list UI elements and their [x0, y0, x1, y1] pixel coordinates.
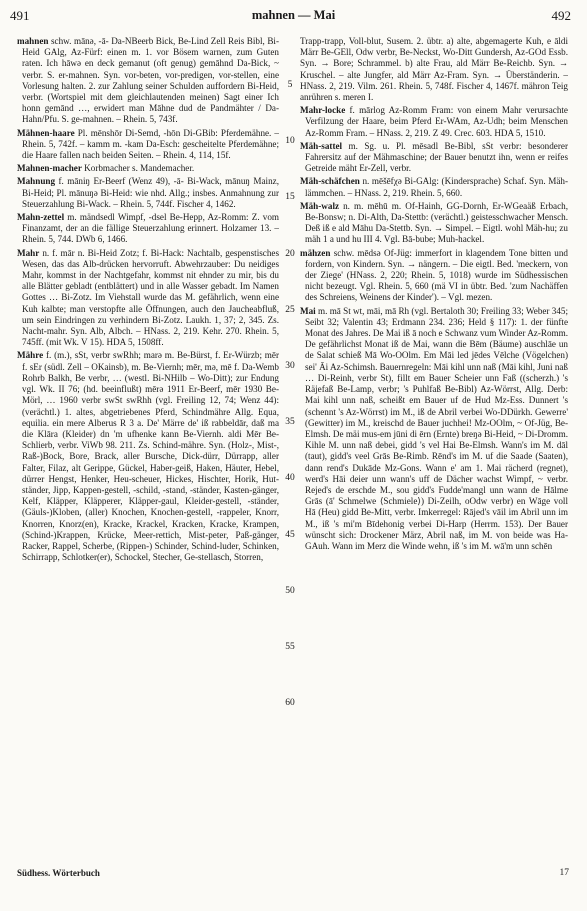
dictionary-entry — [300, 141, 568, 175]
left-column — [17, 36, 279, 866]
dictionary-entry — [300, 201, 568, 246]
entry-text: schw. mānǝ, -ā- Da-NBeerb Bick, Be-Lind Zell Reis Bibl, Bi-Heid GAlg, Az-Fürf: einen m. 1. vor Bösem warnen, zum Guten raten. Ich hāwǝ en deck gemanut (oft genug) gemāhnd Da-Bick, ~ verbr. S. er-mahnen. Syn. vor-beten, vor-predigen, vor-stellen, eine Vorlesung halten. 2. zur Zahlung seiner Schulden auffordern Bi-Heid, verbr. (Wortspiel mit dem gleichlautenden meinen) Sagt einer Ich honn gemānd …, erwidert man Māhne dud de Pandmähter / Da-Hahn/Pfu. S. ge-mahnen. – Rhein. 5, 743f. — [22, 36, 279, 125]
dictionary-entry — [17, 163, 279, 174]
entry-text: Korbmacher s. Mandemacher. — [81, 163, 195, 174]
line-number: 20 — [285, 248, 295, 259]
page-number-right: 492 — [551, 8, 571, 23]
entry-headword: Mähre — [17, 350, 44, 361]
page-number-left: 491 — [10, 8, 30, 23]
dictionary-entry — [17, 128, 279, 162]
entry-text: f. māniŋ Er-Beerf (Wenz 49), -ā- Bi-Wack, mānuŋ Mainz, Bi-Heid; Pl. mānuŋǝ Bi-Heid: wie nhd. Allg.; insbes. Anmahnung zur Steuerzahlung Bi-Wack. – Rhein. 5, 744f. Fischer 4, 1462. — [22, 176, 279, 209]
entry-text: m. mändsedl Wimpf, -dsel Be-Hepp, Az-Romm: Z. vom Finanzamt, der an die fällige Steuerzahlung erinnert. Holzamer 13. – Rhein. 5, 744. DWb 6, 1466. — [22, 212, 279, 245]
entry-headword: Mai — [300, 305, 316, 316]
footer-title: Südhess. Wörterbuch — [17, 868, 100, 878]
dictionary-entry — [300, 36, 568, 103]
dictionary-entry — [17, 248, 279, 349]
entry-text: Pl. mēnshōr Di-Semd, -hōn Di-GBib: Pferdemähne. – Rhein. 5, 742f. – kamm m. -kam Da-Esch: gescheitelte Pferdemähne; die Haare fallen nach beiden Seiten. – Rhein. 4, 114, 15f. — [22, 127, 279, 161]
line-number: 60 — [285, 698, 295, 709]
entry-text: m. mā St wt, māi, mā Rh (vgl. Bertaloth 30; Freiling 33; Weber 345; Seibt 32; Valentin 43; Erdmann 234. 236; Held § 117): 1. der fünfte Monat des Jahres. De Mai iß ā noch e Schwanz vum Winder Az-Romm. De gefährlichst Monat iß de Mai, wann die Bēm (Bäume) auschlāe un de Salat schieß Mā Wo-OOlm. Em Māi led jēdes Vēlche (Vögelchen) sei' Āi Az-Schimsh. Bauernregeln: Māi kihl unn naß (Māi kihl, Juni naß … Di-Reinh, verbr St), fillt em Bauer Scheier unn Faß ((scherzh.) 's Räjefaß Be-Lamp, verbr; 's Puhlfaß Be-Bibl) Az-Wörrst, Allg. Derb: Mai kihl unn naß, scheißt em Bauer uf de Hud Mz-Ess. Dunnert 's (schennt 's Az-Wörrst) im M., iß de Abril verbei Wo-DDürkh. Gewerre' (Gewitter) im M., kreischd de Bauer juchhei! Mz-OOlm, ~ Of-Jüg, Be-Elmsh. De mäi mus-em jūni di ērn (Ernte) breŋǝ Bi-Heid, ~ Di-Dromm. Kihle M. unn naß debei, gidd 's vel Hai Be-Elmsh. Wann's im M. dāl (taut), gidd's veel Grās Be-Rimb. Rēnd's im M. uf die Saade (Saaten), dann rend's Dukāde Mz-Gons. Wann e' am 1. Mai rächerd (regnet), werd's Hāi deier unn wann's uff de Dächer wachst Wimpf, ~ verbr. Rejed's de erschde M., sou gidd's Fudde'mangl unn wann de Hālme Grās (ā' Schmelwe ⟨Schmiele⟩) Di-Zeilh, oOdw verbr) en Wāge voll Hā (Heu) gidd Be-Mitt, verbr. Imkerregel: Rājed's vāil im Abril unn im M., iß 's mi'm Bīdehonig verbei Di-Harp (Herrm. 153). Der Bauer wünscht sich: Drockener März, Abril naß, im M. von beide was Ha-GAuh. Wann im Merz die Winde wehn, iß 's im M. wā'm unn schēn — [305, 305, 568, 551]
entry-text: f. (m.), sSt, verbr swRhh; marǝ m. Be-Bürst, f. Er-Würzb; mēr f. sEr (südl. Zell – OKainsb), m. Be-Viernh; mēr, mǝ, mē f. Da-Wemb Rohrb Balkh, Be verbr, … (westl. Bi-NHilb – Wo-Ditt); zur Endung vgl. Wk. II 76; (hd. beeinflußt) mērǝ 1911 Er-Beerf, mēr 1930 Be-Mörl, … 1960 verbr swSt swRhh (vgl. Freiling 12, 74; Wenz 44): (verächtl.) 1. altes, abgetriebenes Pferd, Schindmähre Allg. Equa, equilia. ein mere Alberus R 3 a. De' Märre de' iß rabbeldār, daß ma die Klāra (Kleider) dn 'm ufhenke kann Be-Viernh. aldi Mēr Be-Schlierb, verbr. ViWb 98. 211. Zs. Schind-mähre. Syn. (Holz-, Mist-, Raß-)Bock, Bore, Brack, aller Bursche, Dick-dürr, Dürrapp, aller Falter, Filaz, alt Gerippe, Gückel, Haber-geiß, Haken, Häuter, Hebel, dürrer Hengst, Henker, Heu-scheuer, Hickes, Hischter, Horik, Hut-ständer, Jipp, Kappen-gestell, -schild, -stand, -ständer, Kasten-gänger, Kelf, Kläpper, Kläpperer, Kläpper-gaul, Kleider-gestell, -ständer, (Gäuls-)Kloben, (aller) Knochen, Knochen-gestell, -rappeler, Knorr, Knorren, Knorz(en), Kracke, Krackel, Kracken, Kracke, Krampen, (Schind-)Krappen, Krücke, Meer-rettich, Mist-peter, Paß-gänger, Racker, Rappel, Scherbe, (Rippen-) Schinder, Schind-luder, Schinken, Schirrapp, Schlotker(er), Schockel, Stecher, Ge-stellasch, Storren, — [22, 350, 279, 563]
entry-headword: mähzen — [300, 247, 331, 258]
dictionary-entry — [300, 105, 568, 139]
entry-headword: mahnen — [17, 36, 49, 46]
dictionary-entry — [17, 36, 279, 126]
line-number: 5 — [287, 80, 293, 90]
line-number: 30 — [285, 361, 295, 371]
entry-text: m. Sg. u. Pl. mēsadl Be-Bibl, sSt verbr: besonderer Fahrersitz auf der Mähmaschine; der Bauer benutzt ihn, wenn er reifes Getreide mäht Er-Zell, verbr. — [305, 140, 568, 174]
entry-headword: Mähnen-haare — [17, 127, 75, 138]
entry-headword: Mäh-sattel — [300, 140, 343, 151]
dictionary-entry — [17, 176, 279, 210]
footer-signature: 17 — [559, 868, 569, 878]
dictionary-entry — [300, 306, 568, 552]
dictionary-entry — [300, 248, 568, 304]
entry-headword: Mahn-zettel — [17, 212, 65, 223]
entry-headword: Mahr — [17, 247, 40, 258]
entry-headword: Mahnung — [17, 176, 56, 187]
entry-text: n. f. mār n. Bi-Heid Zotz; f. Bi-Hack: Nachtalb, gespenstisches Wesen, das das Alb-drücken hervorruft. Abwehrzauber: Du neidiges Mahr, kommst in der Nachtgefahr, kommst nit ehnder zu mir, bis du alle Blätter gebladt (entblättert) und in alle Wasser gebadt. Im Namen Gottes … Bi-Zotz. Im Viehstall wurde das M. gefährlich, wenn eine Kuh kalbte; man verstopfte alle Öffnungen, auch den Jaucheabfluß, um sein Eindringen zu verhindern Bi-Zotz. Laukh. 1, 37; 2, 345. Zs. Nacht-mahr. Syn. Alb, Albch. – HNass. 2, 219. Kehr. 270. Rhein. 5, 745ff. (mit Wk. V 15). HDA 5, 1508ff. — [22, 247, 279, 348]
line-number: 15 — [285, 192, 295, 203]
line-number: 55 — [285, 642, 295, 652]
dictionary-entry — [17, 350, 279, 563]
running-head: mahnen — Mai — [251, 8, 336, 22]
entry-headword: Mahr-locke — [300, 105, 346, 116]
right-column — [300, 36, 568, 866]
line-numbers — [281, 36, 299, 866]
line-number: 45 — [285, 529, 295, 540]
line-number: 25 — [285, 304, 295, 315]
entry-text: schw. mēdsǝ Of-Jüg: immerfort in klagendem Tone bitten und fordern, von Kindern. Syn. → nängern. – Die eigtl. Bed. 'meckern, von der Ziege' (HNass. 2, 220; Rhein. 5, 1018) wurde im Südhessischen nicht bezeugt. Vgl. Rhein. 5, 660 (mä VI in übtr. Bed. 'zum Nachäffen des Schreiens, Weinens der Kinder'). – Vgl. mezen. — [305, 247, 568, 303]
line-number: 10 — [285, 136, 295, 147]
entry-text: n. mēšēfχǝ Bi-GAlg: (Kindersprache) Schaf. Syn. Mäh-lämmchen. – HNass. 2, 219. Rhein. 5, 660. — [305, 176, 568, 198]
line-number: 50 — [285, 585, 295, 596]
line-number: 40 — [285, 473, 295, 484]
entry-headword: Mäh-schäfchen — [300, 176, 360, 187]
entry-headword: Mäh-walz — [300, 200, 340, 211]
entry-text: f. mārlog Az-Romm Fram: von einem Mahr verursachte Verfilzung der Haare, beim Pferd Er-WAm, Az-Udh; beim Menschen Az-Romm Fram. – HNass. 2, 219. Z 49. Crec. 603. HDA 5, 1510. — [305, 105, 568, 138]
dictionary-entry — [300, 176, 568, 198]
entry-text: Trapp-trapp, Voll-blut, Susem. 2. übtr. a) alte, abgemagerte Kuh, e āldi Märr Be-GEll, Odw verbr, Be-Neckst, Wo-Ditt Gundersh, Az-GOd Essb. Syn. → Bore; Schrammel. b) alte Frau, ald Märr Be-Reichb. Syn. → Kruschel. – alte Jungfer, ald Märr Az-Fram. Syn. → Überständerin. – HNass. 2, 219. Vilm. 261. Rhein. 5, 748f. Fischer 4, 1467f. mähron Teig anrühren s. meren I. — [300, 36, 568, 103]
entry-headword: Mahnen-macher — [17, 163, 82, 174]
entry-text: n. m. mēhū m. Of-Hainh, GG-Dornh, Er-WGeaäß Erbach, Be-Bonsw; n. Di-Alth, Da-Stettb: (verächtl.) geistesschwacher Mensch. Deß iß e ald Māhu Da-Stettb. Syn. → Simpel. – Eigtl. wohl Mäh-hu; zu mäh 1 a und hu III 4. Vgl. Bā-bube; Muh-hackel. — [305, 200, 568, 245]
line-number: 35 — [285, 417, 295, 428]
dictionary-entry — [17, 212, 279, 246]
